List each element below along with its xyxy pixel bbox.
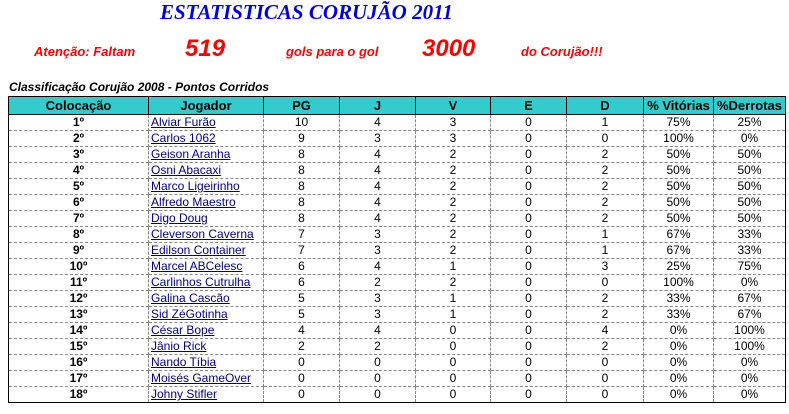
points-cell: 8 [264,195,340,211]
loss-pct-cell: 100% [714,323,786,339]
wins-cell: 3 [416,131,491,147]
games-cell: 4 [340,259,416,275]
goal-target: 3000 [422,35,476,62]
wins-cell: 2 [416,163,491,179]
draws-cell: 0 [491,275,567,291]
alert-middle: gols para o gol [286,44,379,59]
position-cell: 3º [9,147,149,163]
losses-cell: 1 [567,227,644,243]
table-row [9,195,786,211]
losses-cell: 0 [567,355,644,371]
losses-cell: 2 [567,339,644,355]
points-cell: 8 [264,179,340,195]
loss-pct-cell: 0% [714,275,786,291]
player-cell [149,195,264,211]
standings-table [8,96,786,403]
losses-cell: 2 [567,211,644,227]
wins-cell: 1 [416,259,491,275]
losses-cell: 3 [567,259,644,275]
player-link[interactable]: Edilson Container [151,243,246,257]
losses-cell: 2 [567,291,644,307]
position-cell: 18º [9,387,149,403]
table-row [9,227,786,243]
draws-cell: 0 [491,371,567,387]
games-cell: 3 [340,131,416,147]
wins-cell: 3 [416,115,491,131]
table-row [9,131,786,147]
loss-pct-cell: 50% [714,179,786,195]
table-row [9,291,786,307]
player-link[interactable]: Cleverson Caverna [151,227,254,241]
player-cell [149,339,264,355]
table-caption: Classificação Corujão 2008 - Pontos Corridos [9,80,270,94]
player-link[interactable]: Galina Cascão [151,291,230,305]
wins-cell: 0 [416,339,491,355]
position-cell: 8º [9,227,149,243]
draws-cell: 0 [491,147,567,163]
win-pct-cell: 67% [644,227,714,243]
losses-cell: 0 [567,131,644,147]
loss-pct-cell: 67% [714,307,786,323]
wins-cell: 2 [416,211,491,227]
player-cell [149,163,264,179]
wins-cell: 0 [416,323,491,339]
table-row [9,211,786,227]
position-cell: 9º [9,243,149,259]
games-cell: 4 [340,195,416,211]
games-cell: 4 [340,115,416,131]
games-cell: 4 [340,147,416,163]
losses-cell: 2 [567,179,644,195]
loss-pct-cell: 0% [714,355,786,371]
losses-cell: 0 [567,387,644,403]
points-cell: 9 [264,131,340,147]
page-title: ESTATISTICAS CORUJÃO 2011 [160,0,453,24]
draws-cell: 0 [491,259,567,275]
points-cell: 0 [264,355,340,371]
wins-cell: 1 [416,291,491,307]
games-cell: 0 [340,371,416,387]
position-cell: 17º [9,371,149,387]
player-link[interactable]: Digo Doug [151,211,208,225]
player-cell [149,131,264,147]
loss-pct-cell: 75% [714,259,786,275]
draws-cell: 0 [491,227,567,243]
header-row [9,97,786,115]
points-cell: 7 [264,227,340,243]
player-link[interactable]: Nando Tíbia [151,355,217,369]
player-link[interactable]: Carlinhos Cutrulha [151,275,251,289]
points-cell: 8 [264,147,340,163]
points-cell: 2 [264,339,340,355]
draws-cell: 0 [491,195,567,211]
win-pct-cell: 33% [644,307,714,323]
win-pct-cell: 0% [644,339,714,355]
player-cell [149,227,264,243]
player-link[interactable]: Sid ZéGotinha [151,307,228,321]
table-row [9,275,786,291]
games-cell: 4 [340,323,416,339]
player-link[interactable]: Carlos 1062 [151,131,216,145]
position-cell: 6º [9,195,149,211]
wins-cell: 2 [416,179,491,195]
win-pct-cell: 50% [644,163,714,179]
loss-pct-cell: 33% [714,227,786,243]
games-cell: 4 [340,211,416,227]
wins-cell: 0 [416,387,491,403]
table-row [9,147,786,163]
loss-pct-cell: 50% [714,163,786,179]
player-cell [149,179,264,195]
goals-remaining: 519 [185,35,226,62]
games-cell: 3 [340,243,416,259]
table-row [9,387,786,403]
player-link[interactable]: Moisés GameOver [151,371,252,385]
position-cell: 5º [9,179,149,195]
position-cell: 16º [9,355,149,371]
win-pct-cell: 50% [644,179,714,195]
player-cell [149,323,264,339]
column-header: % Vitórias [644,97,714,115]
points-cell: 10 [264,115,340,131]
points-cell: 8 [264,211,340,227]
column-header: E [491,97,567,115]
points-cell: 8 [264,163,340,179]
games-cell: 4 [340,179,416,195]
win-pct-cell: 0% [644,355,714,371]
games-cell: 3 [340,291,416,307]
column-header: PG [264,97,340,115]
losses-cell: 2 [567,163,644,179]
draws-cell: 0 [491,115,567,131]
draws-cell: 0 [491,131,567,147]
draws-cell: 0 [491,243,567,259]
table-row [9,371,786,387]
points-cell: 6 [264,259,340,275]
loss-pct-cell: 50% [714,211,786,227]
games-cell: 0 [340,355,416,371]
losses-cell: 4 [567,323,644,339]
loss-pct-cell: 50% [714,195,786,211]
position-cell: 1º [9,115,149,131]
draws-cell: 0 [491,291,567,307]
player-link[interactable]: Jânio Rick [151,339,207,353]
losses-cell: 0 [567,371,644,387]
player-link[interactable]: Geison Aranha [151,147,231,161]
loss-pct-cell: 33% [714,243,786,259]
win-pct-cell: 50% [644,147,714,163]
points-cell: 7 [264,243,340,259]
win-pct-cell: 100% [644,275,714,291]
win-pct-cell: 0% [644,387,714,403]
draws-cell: 0 [491,387,567,403]
position-cell: 15º [9,339,149,355]
wins-cell: 2 [416,243,491,259]
player-cell [149,291,264,307]
loss-pct-cell: 0% [714,131,786,147]
table-row [9,163,786,179]
loss-pct-cell: 0% [714,387,786,403]
column-header: J [340,97,416,115]
losses-cell: 0 [567,275,644,291]
losses-cell: 2 [567,147,644,163]
player-link[interactable]: Alviar Furão [151,115,216,129]
player-cell [149,307,264,323]
games-cell: 2 [340,275,416,291]
player-link[interactable]: Osni Abacaxi [151,163,222,177]
win-pct-cell: 0% [644,371,714,387]
player-link[interactable]: César Bope [151,323,215,337]
wins-cell: 2 [416,227,491,243]
column-header: %Derrotas [714,97,786,115]
player-cell [149,259,264,275]
position-cell: 4º [9,163,149,179]
column-header: Colocação [9,97,149,115]
points-cell: 5 [264,291,340,307]
alert-suffix: do Corujão!!! [521,44,603,59]
draws-cell: 0 [491,339,567,355]
games-cell: 0 [340,387,416,403]
table-row [9,115,786,131]
position-cell: 2º [9,131,149,147]
wins-cell: 1 [416,307,491,323]
losses-cell: 1 [567,243,644,259]
games-cell: 2 [340,339,416,355]
points-cell: 6 [264,275,340,291]
losses-cell: 2 [567,307,644,323]
win-pct-cell: 100% [644,131,714,147]
column-header: D [567,97,644,115]
win-pct-cell: 75% [644,115,714,131]
position-cell: 11º [9,275,149,291]
loss-pct-cell: 0% [714,371,786,387]
points-cell: 0 [264,387,340,403]
alert-prefix: Atenção: Faltam [34,44,136,59]
player-cell [149,371,264,387]
draws-cell: 0 [491,179,567,195]
draws-cell: 0 [491,211,567,227]
draws-cell: 0 [491,307,567,323]
loss-pct-cell: 25% [714,115,786,131]
position-cell: 12º [9,291,149,307]
loss-pct-cell: 50% [714,147,786,163]
loss-pct-cell: 67% [714,291,786,307]
table-row [9,179,786,195]
player-link[interactable]: Johny Stifler [151,387,218,401]
position-cell: 10º [9,259,149,275]
wins-cell: 0 [416,371,491,387]
player-link[interactable]: Marco Ligeirinho [151,179,240,193]
draws-cell: 0 [491,355,567,371]
wins-cell: 2 [416,147,491,163]
player-cell [149,211,264,227]
player-cell [149,115,264,131]
wins-cell: 0 [416,355,491,371]
losses-cell: 2 [567,195,644,211]
player-link[interactable]: Alfredo Maestro [151,195,236,209]
win-pct-cell: 33% [644,291,714,307]
win-pct-cell: 0% [644,323,714,339]
column-header: V [416,97,491,115]
player-cell [149,387,264,403]
player-cell [149,355,264,371]
position-cell: 14º [9,323,149,339]
table-row [9,259,786,275]
draws-cell: 0 [491,323,567,339]
player-cell [149,275,264,291]
games-cell: 3 [340,227,416,243]
points-cell: 0 [264,371,340,387]
table-row [9,307,786,323]
column-header: Jogador [149,97,264,115]
table-row [9,243,786,259]
player-link[interactable]: Marcel ABCelesc [151,259,243,273]
win-pct-cell: 50% [644,211,714,227]
table-row [9,323,786,339]
games-cell: 3 [340,307,416,323]
player-cell [149,243,264,259]
wins-cell: 2 [416,275,491,291]
games-cell: 4 [340,163,416,179]
position-cell: 13º [9,307,149,323]
win-pct-cell: 67% [644,243,714,259]
table-row [9,339,786,355]
wins-cell: 2 [416,195,491,211]
points-cell: 4 [264,323,340,339]
losses-cell: 1 [567,115,644,131]
win-pct-cell: 25% [644,259,714,275]
draws-cell: 0 [491,163,567,179]
player-cell [149,147,264,163]
win-pct-cell: 50% [644,195,714,211]
position-cell: 7º [9,211,149,227]
table-row [9,355,786,371]
loss-pct-cell: 100% [714,339,786,355]
points-cell: 5 [264,307,340,323]
